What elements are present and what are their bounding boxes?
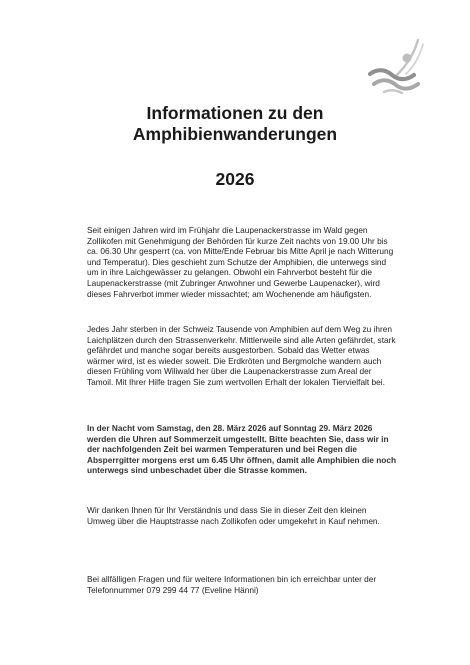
paragraph-amphibian-deaths: Jedes Jahr sterben in der Schweiz Tausende von Amphibien auf dem Weg zu ihren Laichplätzen durch den Strassenverkehr. Mittlerweile sind alle Arten gefährdet, stark gefährdet und manche sogar bereits ausgestorben. Sobald das Wetter etwas wärmer wird, ist es wieder soweit. Die Erdkröten und Bergmolche wandern auch diesen Frühling vom Wiliwald her über die Laupenackerstrasse zum Areal der Tamoil. Mit Ihrer Hilfe tragen Sie zum wertvollen Erhalt der lokalen Tiervielfalt bei. <box>87 324 396 387</box>
paragraph-thanks: Wir danken Ihnen für Ihr Verständnis und dass Sie in dieser Zeit den kleinen Umweg über die Hauptstrasse nach Zollikofen oder umgekehrt in Kauf nehmen. <box>87 505 380 526</box>
title-line-2: Amphibienwanderungen <box>132 124 338 144</box>
title-line-1: Informationen zu den <box>146 103 324 123</box>
paragraph-daylight-saving-notice: In der Nacht vom Samstag, den 28. März 2026 auf Sonntag 29. März 2026 werden die Uhren auf Sommerzeit umgestellt. Bitte beachten Sie, dass wir in der nachfolgenden Zeit bei warmen Temperaturen und bei Regen die Absperrgitter morgens erst um 6.45 Uhr öffnen, damit alle Amphibien die noch unterwegs sind unbeschadet über die Strasse kommen. <box>87 423 397 476</box>
year-heading: 2026 <box>215 169 255 189</box>
paragraph-contact: Bei allfälligen Fragen und für weitere Informationen bin ich erreichbar unter der Telefonnummer 079 299 44 77 (Eveline Hänni) <box>87 574 377 595</box>
wave-swoosh-logo <box>360 36 430 98</box>
paragraph-road-closure: Seit einigen Jahren wird im Frühjahr die Laupenackerstrasse im Wald gegen Zollikofen mit Genehmigung der Behörden für kurze Zeit nachts von 19.00 Uhr bis ca. 06.30 Uhr gesperrt (ca. von Mitte/Ende Februar bis Mitte April je nach Witterung und Temperatur). Dies geschieht zum Schutze der Amphibien, die unterwegs sind um in ihre Laichgewässer zu gelangen. Obwohl ein Fahrverbot besteht für die Laupenackerstrasse (mit Zubringer Anwohner und Gewerbe Laupenacker), wird dieses Fahrverbot immer wieder missachtet; am Wochenende am häufigsten. <box>87 225 394 299</box>
